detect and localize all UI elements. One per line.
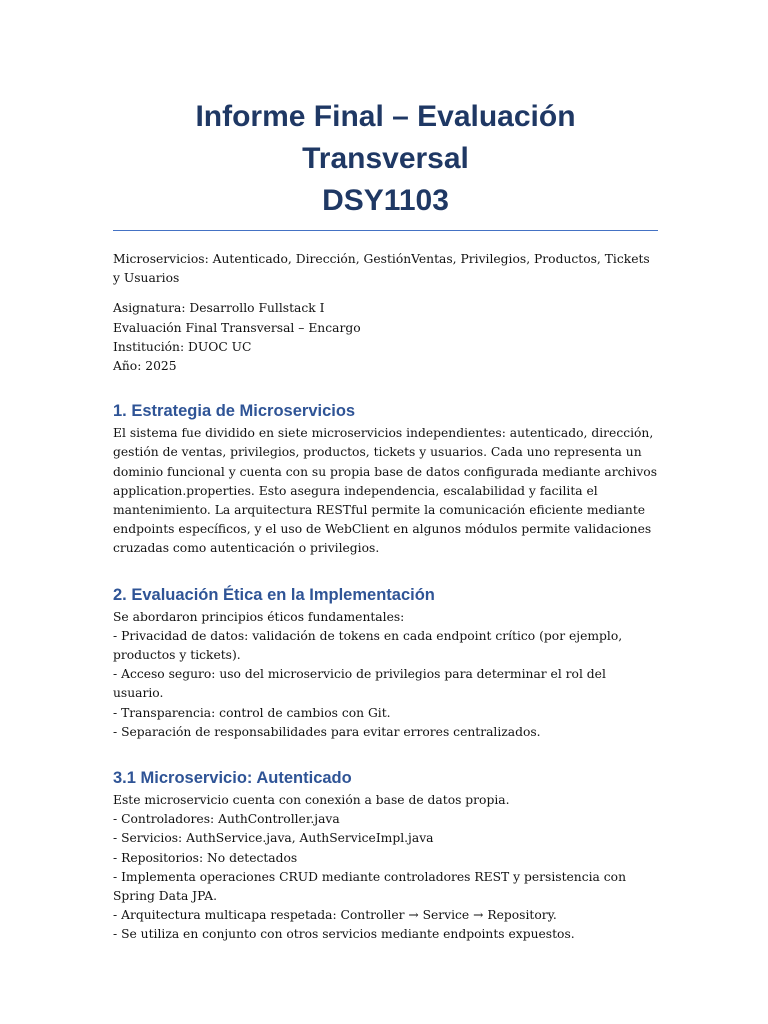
document-title [113, 96, 658, 231]
meta-subject: Asignatura: Desarrollo Fullstack I [113, 301, 325, 316]
section-heading-auth-service: 3.1 Microservicio: Autenticado [113, 769, 352, 788]
list-item: - Transparencia: control de cambios con Git. [113, 705, 391, 720]
section-body-strategy [113, 424, 658, 558]
list-item: - Controladores: AuthController.java [113, 812, 340, 827]
title-line-2: DSY1103 [322, 184, 449, 217]
document-content [113, 96, 658, 945]
section-body-auth-service [113, 791, 658, 945]
paragraph: Se abordaron principios éticos fundamentales: [113, 609, 405, 624]
list-item: - Se utiliza en conjunto con otros servicios mediante endpoints expuestos. [113, 927, 575, 942]
list-item: - Acceso seguro: uso del microservicio de privilegios para determinar el rol del usuario. [113, 667, 606, 701]
microservices-line: Microservicios: Autenticado, Dirección, GestiónVentas, Privilegios, Productos, Tickets y Usuarios [113, 252, 650, 286]
meta-year: Año: 2025 [113, 359, 177, 374]
section-heading-strategy: 1. Estrategia de Microservicios [113, 402, 356, 421]
title-line-1: Informe Final – Evaluación Transversal [195, 100, 576, 175]
section-heading-ethics: 2. Evaluación Ética en la Implementación [113, 585, 435, 604]
list-item: - Implementa operaciones CRUD mediante controladores REST y persistencia con Spring Data JPA. [113, 869, 626, 904]
meta-institution: Institución: DUOC UC [113, 339, 252, 354]
document-meta [113, 299, 658, 376]
list-item: - Arquitectura multicapa respetada: Controller → Service → Repository. [113, 908, 557, 923]
paragraph: Este microservicio cuenta con conexión a base de datos propia. [113, 793, 510, 808]
list-item: - Servicios: AuthService.java, AuthServiceImpl.java [113, 831, 434, 846]
list-item: - Privacidad de datos: validación de tokens en cada endpoint crítico (por ejemplo, productos y tickets). [113, 628, 623, 663]
section-body-ethics [113, 608, 658, 742]
list-item: - Repositorios: No detectados [113, 850, 298, 865]
paragraph: El sistema fue dividido en siete microservicios independientes: autenticado, dirección, gestión de ventas, privilegios, productos, tickets y usuarios. Cada uno representa un dominio funcional y cuenta con su propia base de datos configurada mediante archivos application.properties. Esto asegura independencia, escalabilidad y facilita el mantenimiento. La arquitectura RESTful permite la comunicación eficiente mediante endpoints específicos, y el uso de WebClient en algunos módulos permite validaciones cruzadas como autenticación o privilegios. [113, 426, 658, 556]
list-item: - Separación de responsabilidades para evitar errores centralizados. [113, 724, 541, 739]
meta-evaluation: Evaluación Final Transversal – Encargo [113, 320, 361, 335]
